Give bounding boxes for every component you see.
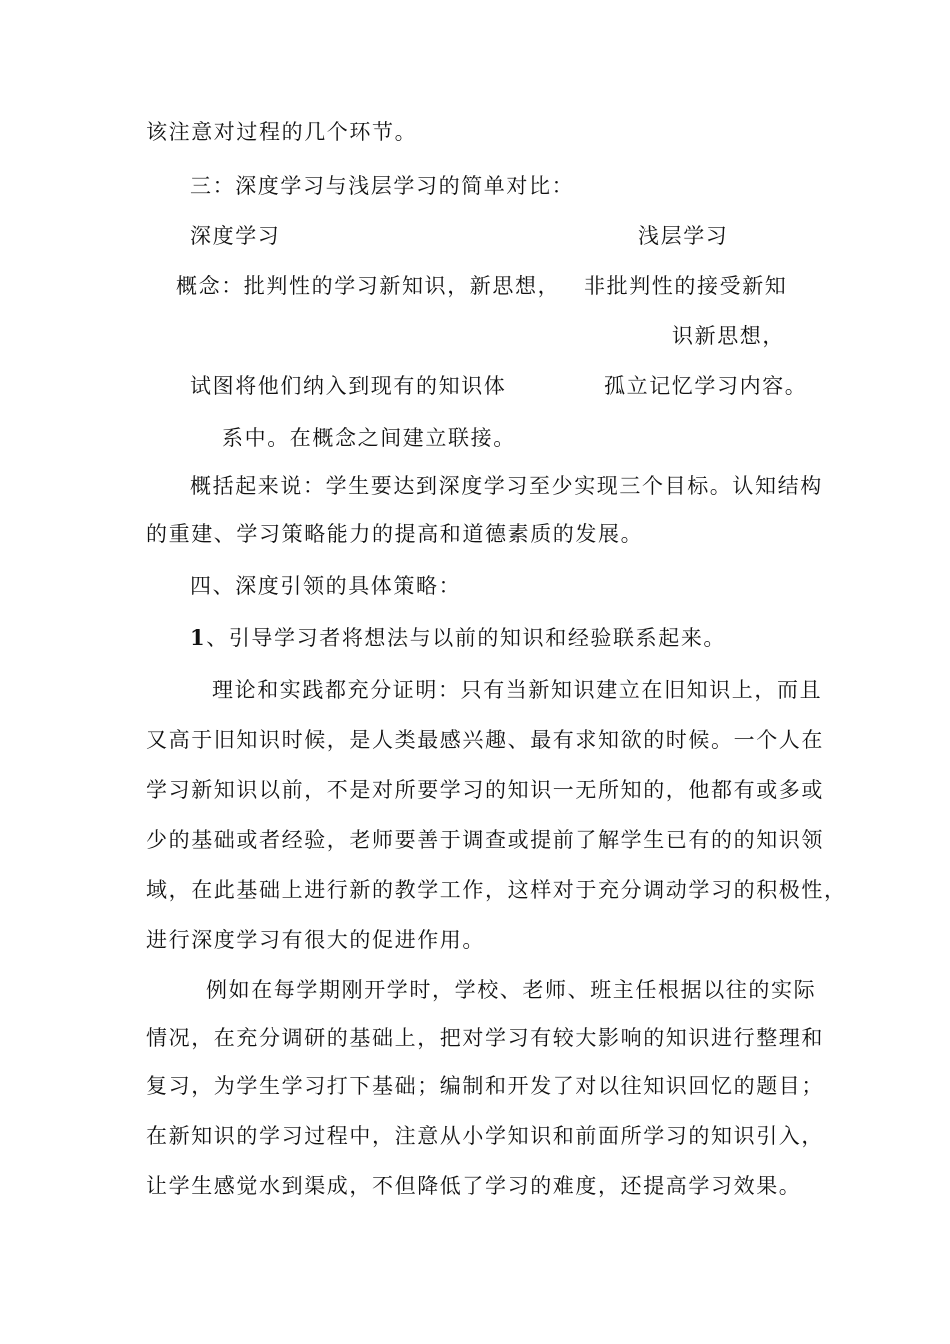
strategy-1-text: 、引导学习者将想法与以前的知识和经验联系起来。	[206, 626, 727, 650]
paragraph-2-line-1: 例如在每学期刚开学时，学校、老师、班主任根据以往的实际	[206, 978, 817, 1002]
paragraph-2-line-2: 情况，在充分调研的基础上，把对学习有较大影响的知识进行整理和	[146, 1026, 824, 1050]
concept-deep-line-1: 概念：批判性的学习新知识，新思想，	[176, 274, 561, 298]
summary-line-1: 概括起来说：学生要达到深度学习至少实现三个目标。认知结构	[190, 474, 823, 498]
paragraph-2-line-5: 让学生感觉水到渠成，不但降低了学习的难度，还提高学习效果。	[146, 1174, 802, 1198]
paragraph-1-line-6: 进行深度学习有很大的促进作用。	[146, 928, 485, 952]
paragraph-2-line-4: 在新知识的学习过程中，注意从小学知识和前面所学习的知识引入，	[146, 1124, 824, 1148]
shallow-learning-header: 浅层学习	[638, 224, 729, 248]
concept-deep-line-3: 系中。在概念之间建立联接。	[222, 426, 516, 450]
section-3-heading: 三：深度学习与浅层学习的简单对比：	[190, 174, 575, 198]
paragraph-2-line-3: 复习，为学生学习打下基础；编制和开发了对以往知识回忆的题目；	[146, 1074, 824, 1098]
concept-shallow-line-1: 非批判性的接受新知	[584, 274, 788, 298]
paragraph-1-line-1: 理论和实践都充分证明：只有当新知识建立在旧知识上，而且	[212, 678, 823, 702]
paragraph-1-line-2: 又高于旧知识时候，是人类最感兴趣、最有求知欲的时候。一个人在	[146, 728, 824, 752]
strategy-1-number: 1	[190, 625, 207, 650]
paragraph-1-line-4: 少的基础或者经验，老师要善于调查或提前了解学生已有的的知识领	[146, 828, 824, 852]
intro-end-line: 该注意对过程的几个环节。	[146, 120, 418, 144]
strategy-1-line	[190, 624, 726, 652]
summary-line-2: 的重建、学习策略能力的提高和道德素质的发展。	[146, 522, 644, 546]
section-4-heading: 四、深度引领的具体策略：	[190, 574, 462, 598]
concept-deep-line-2: 试图将他们纳入到现有的知识体	[190, 374, 507, 398]
concept-shallow-line-3: 孤立记忆学习内容。	[604, 374, 808, 398]
paragraph-1-line-5: 域，在此基础上进行新的教学工作，这样对于充分调动学习的积极性，	[146, 878, 847, 902]
paragraph-1-line-3: 学习新知识以前，不是对所要学习的知识一无所知的，他都有或多或	[146, 778, 824, 802]
concept-shallow-line-2: 识新思想，	[672, 324, 785, 348]
deep-learning-header: 深度学习	[190, 224, 281, 248]
